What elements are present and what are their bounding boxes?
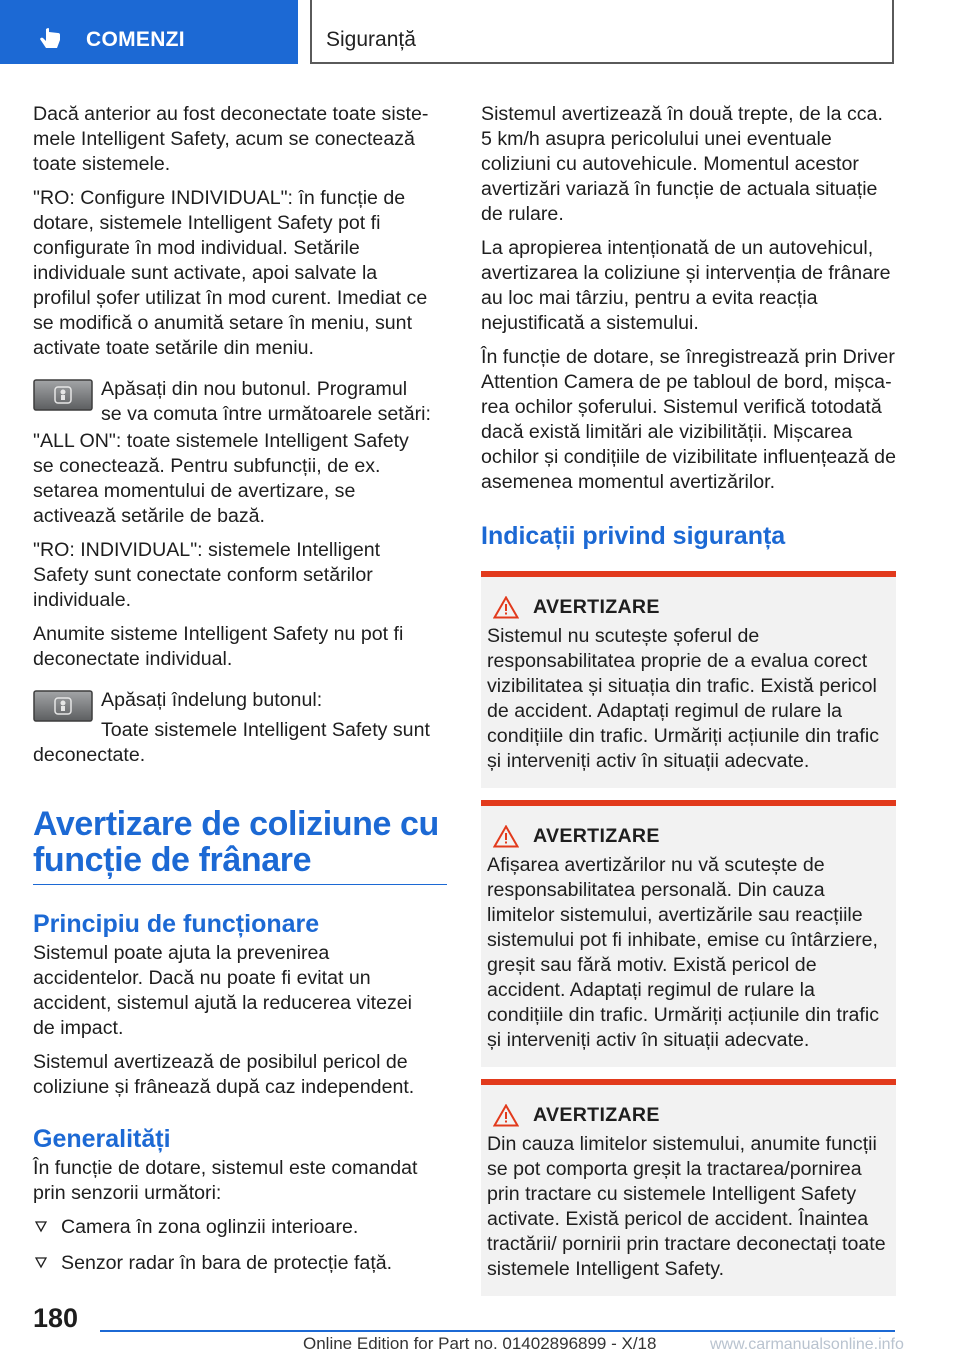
page-number: 180 <box>33 1303 79 1333</box>
subsection-heading: Generalități <box>33 1125 171 1153</box>
sensor-list <box>33 1215 433 1276</box>
warning-text: Sistemul nu scutește șoferul de responsabilitatea proprie de a evalua corect vizibilitatea și situația din trafic. Există pericol de accident. Adaptați regimul de rulare la condițiile din trafic. Urmăriți acțiunile din trafic și interveniți activ în situații adecvate. <box>487 625 880 772</box>
warning-triangle-icon <box>493 825 519 848</box>
warning-text: Din cauza limitelor sistemului, anumite funcții se pot comporta greșit la tractarea/pornirea prin tractare cu sistemele Intelligent Safety activate. Există pericol de accident. Înaintea tractării/ pornirii prin tractare deconectați toate sistemele Intelligent Safety. <box>487 1133 886 1280</box>
right-column <box>481 102 896 1308</box>
paragraph: "ALL ON": toate sistemele Intelligent Safety se conectează. Pentru subfuncții, de ex. setarea momentului de avertizare, se activează setările de bază. <box>33 430 409 527</box>
warning-title: AVERTIZARE <box>533 1104 660 1126</box>
paragraph: "RO: Configure INDIVIDUAL": în funcție de dotare, sistemele Intelligent Safety pot fi configurate în mod individual. Setările individuale sunt activate, apoi salvate la profilul șofer utilizat în mod curent. Imediat ce se modifică o anumită setare în meniu, sunt activate toate setările din meniu. <box>33 187 428 359</box>
intelligent-safety-button-icon <box>33 379 93 411</box>
intelligent-safety-button-icon <box>33 690 93 722</box>
paragraph: Sistemul poate ajuta la prevenirea accidentelor. Dacă nu poate fi evitat un accident, sistemul ajută la reducerea vitezei de impact. <box>33 942 413 1039</box>
section-header <box>310 0 894 64</box>
section-heading: Avertizare de coliziune cu funcție de frânare <box>33 806 447 885</box>
watermark: www.carmanualsonline.info <box>710 1336 904 1353</box>
button-instruction-text: Apăsați îndelung butonul: <box>101 689 323 711</box>
warning-box <box>481 1079 896 1296</box>
button-instruction <box>33 688 433 718</box>
paragraph: La apropierea intenționată de un autovehicul, avertizarea la coliziune și intervenția de frânare au loc mai târziu, pentru a evita reacția nejustificată a sistemului. <box>481 237 891 334</box>
paragraph: Sistemul avertizează de posibilul pericol de coliziune și frânează după caz independent. <box>33 1051 415 1098</box>
paragraph: În funcție de dotare, sistemul este comandat prin senzorii următori: <box>33 1157 418 1204</box>
list-item <box>33 1215 433 1240</box>
hand-pointer-icon <box>38 27 64 53</box>
button-instruction-text: Apăsați din nou butonul. Programul se va comuta între următoarele setări: <box>101 378 431 425</box>
warning-triangle-icon <box>493 1104 519 1127</box>
bullet-triangle-icon <box>35 1221 47 1233</box>
button-instruction <box>33 377 433 429</box>
edition-note: Online Edition for Part no. 01402896899 - X/18 <box>303 1334 657 1353</box>
left-column <box>33 102 439 1287</box>
paragraph: "RO: INDIVIDUAL": sistemele Intelligent Safety sunt conectate conform setărilor individuale. <box>33 539 381 611</box>
list-item-text: Senzor radar în bara de protecție față. <box>61 1252 393 1274</box>
warning-triangle-icon <box>493 596 519 619</box>
subsection-heading: Principiu de funcționare <box>33 910 320 938</box>
warning-text: Afișarea avertizărilor nu vă scutește de responsabilitatea personală. Din cauza limitelor sistemului, avertizările sau reacțiile sistemului pot fi inhibate, emise cu întârziere, greșit sau fără motiv. Există pericol de accident. Adaptați regimul de rulare la condițiile din trafic. Urmăriți acțiunile din trafic și interveniți activ în situații adecvate. <box>487 854 880 1051</box>
section-title: Siguranță <box>326 28 416 51</box>
subsection-heading: Indicații privind siguranța <box>481 522 786 550</box>
paragraph: Sistemul avertizează în două trepte, de la cca. 5 km/h asupra pericolului unei eventuale coliziuni cu autovehicule. Momentul acestor avertizări variază în funcție de actuala situație de rulare. <box>481 103 883 225</box>
warning-box <box>481 571 896 788</box>
bullet-triangle-icon <box>35 1257 47 1269</box>
paragraph: Dacă anterior au fost deconectate toate sistemele Intelligent Safety, acum se conectează toate sistemele. <box>33 103 429 175</box>
paragraph: Anumite sisteme Intelligent Safety nu pot fi deconectate individual. <box>33 623 404 670</box>
chapter-tab[interactable] <box>0 0 298 64</box>
warning-title: AVERTIZARE <box>533 825 660 847</box>
list-item-text: Camera în zona oglinzii interioare. <box>61 1216 359 1238</box>
paragraph: Toate sistemele Intelligent Safety sunt deconectate. <box>33 719 430 766</box>
paragraph: În funcție de dotare, se înregistrează prin Driver Attention Camera de pe tabloul de bord, mișcarea ochilor șoferului. Sistemul verifică totodată dacă există limitări ale vizibilității. Mișcarea ochilor și condițiile de vizibilitate influențează de asemenea momentul avertizărilor. <box>481 346 896 493</box>
list-item <box>33 1251 433 1276</box>
warning-box <box>481 800 896 1067</box>
warning-title: AVERTIZARE <box>533 596 660 618</box>
footer-rule <box>100 1330 895 1332</box>
chapter-tab-label: COMENZI <box>86 28 185 51</box>
